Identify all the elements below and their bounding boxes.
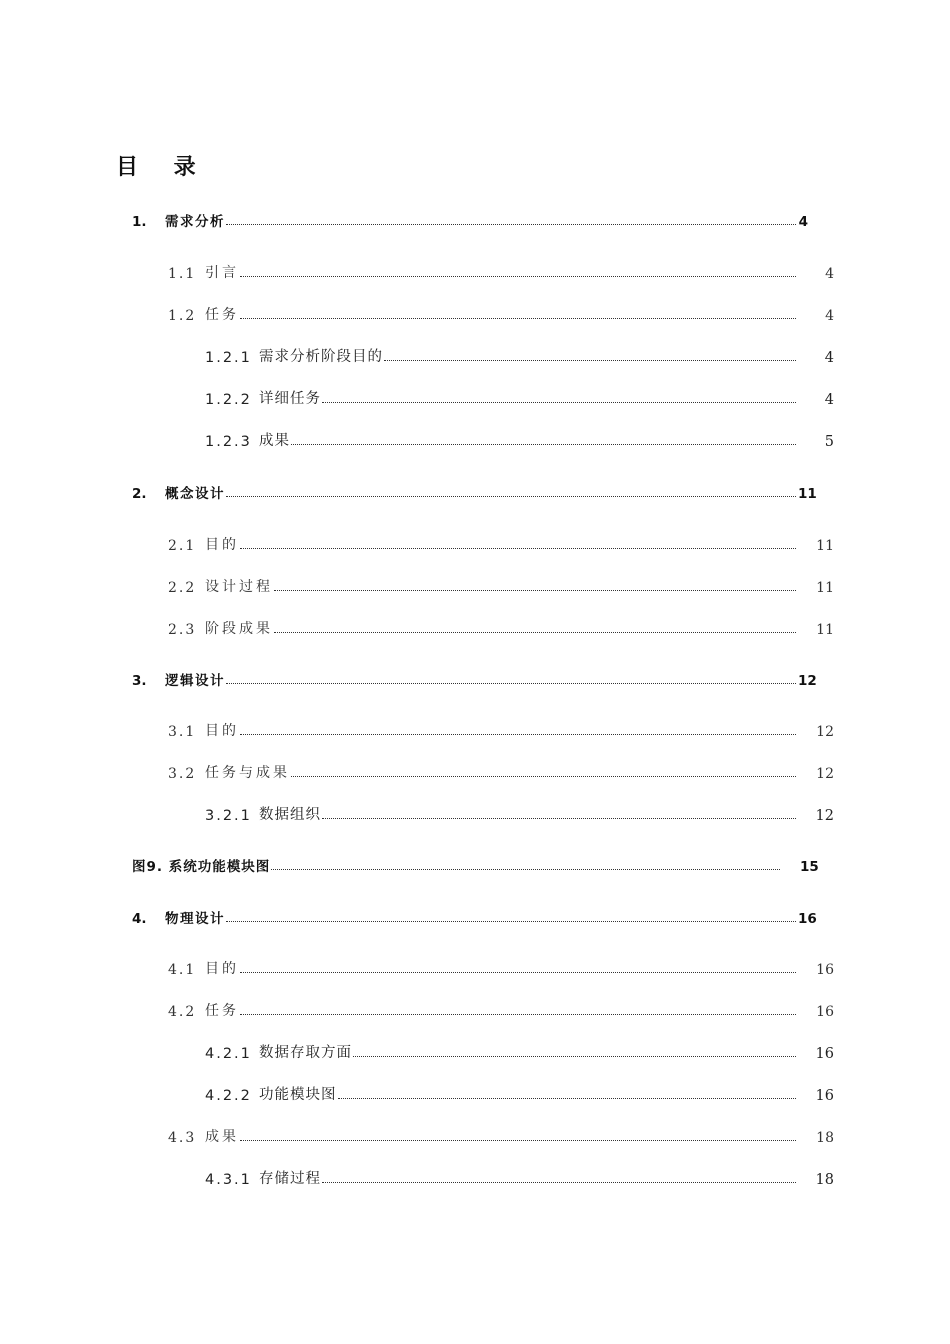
toc-entry-label: 任务与成果 bbox=[205, 765, 290, 781]
toc-entry-page: 16 bbox=[816, 962, 834, 978]
toc-entry-label: 物理设计 bbox=[165, 911, 225, 927]
toc-entry[interactable] bbox=[168, 530, 834, 554]
toc-entry-label: 数据存取方面 bbox=[259, 1045, 352, 1061]
toc-entry-page: 16 bbox=[815, 1088, 834, 1104]
toc-entry-page: 12 bbox=[816, 724, 834, 740]
toc-entry[interactable] bbox=[168, 758, 834, 782]
toc-entry-number: 1. bbox=[132, 214, 147, 230]
toc-entry[interactable] bbox=[168, 954, 834, 978]
toc-entry-page: 4 bbox=[798, 214, 808, 230]
toc-entry[interactable] bbox=[168, 716, 834, 740]
toc-entry[interactable] bbox=[205, 426, 834, 450]
toc-entry-number: 2.1 bbox=[168, 538, 197, 554]
toc-entry-number: 3.1 bbox=[168, 724, 197, 740]
toc-entry-number: 3.2.1 bbox=[205, 808, 252, 824]
page-title: 目 录 bbox=[116, 155, 210, 180]
toc-entry-page: 5 bbox=[824, 434, 834, 450]
toc-entry-label: 数据组织 bbox=[259, 807, 321, 823]
toc-entry-page: 15 bbox=[800, 859, 819, 875]
toc-dot-leader bbox=[322, 818, 796, 819]
toc-dot-leader bbox=[240, 972, 796, 973]
toc-entry[interactable] bbox=[205, 1038, 834, 1062]
toc-entry-label: 任务 bbox=[205, 307, 239, 323]
toc-entry-number: 2.2 bbox=[168, 580, 197, 596]
toc-dot-leader bbox=[353, 1056, 796, 1057]
toc-entry-label: 目的 bbox=[205, 961, 239, 977]
toc-entry-page: 4 bbox=[824, 350, 834, 366]
toc-entry-label: 成果 bbox=[259, 433, 290, 449]
toc-entry[interactable] bbox=[168, 258, 834, 282]
toc-entry-number: 4. bbox=[132, 911, 147, 927]
toc-dot-leader bbox=[226, 496, 796, 497]
toc-entry-number: 4.3.1 bbox=[205, 1172, 252, 1188]
toc-entry-label: 引言 bbox=[205, 265, 239, 281]
toc-dot-leader bbox=[338, 1098, 797, 1099]
toc-dot-leader bbox=[226, 224, 796, 225]
toc-entry-number: 2. bbox=[132, 486, 147, 502]
toc-entry-number: 1.2.1 bbox=[205, 350, 252, 366]
toc-dot-leader bbox=[240, 734, 796, 735]
toc-entry-page: 11 bbox=[816, 538, 834, 554]
toc-entry-number: 1.2 bbox=[168, 308, 197, 324]
toc-entry-label: 详细任务 bbox=[259, 391, 321, 407]
toc-entry-label: 逻辑设计 bbox=[165, 673, 225, 689]
toc-dot-leader bbox=[240, 1140, 796, 1141]
toc-dot-leader bbox=[322, 1182, 796, 1183]
toc-entry[interactable] bbox=[168, 300, 834, 324]
toc-entry-label: 目的 bbox=[205, 537, 239, 553]
toc-dot-leader bbox=[274, 590, 796, 591]
toc-entry-page: 18 bbox=[816, 1130, 834, 1146]
toc-entry-number: 2.3 bbox=[168, 622, 197, 638]
toc-dot-leader bbox=[226, 921, 796, 922]
toc-entry-number: 3. bbox=[132, 673, 147, 689]
toc-entry[interactable] bbox=[132, 665, 817, 689]
toc-entry-label: 阶段成果 bbox=[205, 621, 273, 637]
toc-dot-leader bbox=[291, 444, 796, 445]
toc-entry-page: 16 bbox=[798, 911, 817, 927]
toc-dot-leader bbox=[240, 548, 796, 549]
toc-entry-label: 图9. 系统功能模块图 bbox=[132, 859, 271, 875]
toc-entry[interactable] bbox=[168, 1122, 834, 1146]
toc-dot-leader bbox=[291, 776, 796, 777]
toc-entry-page: 4 bbox=[825, 266, 834, 282]
toc-entry-number: 4.3 bbox=[168, 1130, 197, 1146]
toc-entry-label: 成果 bbox=[205, 1129, 239, 1145]
toc-entry-page: 12 bbox=[815, 808, 834, 824]
toc-dot-leader bbox=[271, 869, 780, 870]
toc-dot-leader bbox=[240, 276, 796, 277]
toc-entry[interactable] bbox=[205, 800, 834, 824]
toc-entry-label: 概念设计 bbox=[165, 486, 225, 502]
toc-dot-leader bbox=[274, 632, 796, 633]
toc-entry-page: 11 bbox=[816, 622, 834, 638]
toc-entry-page: 12 bbox=[798, 673, 817, 689]
toc-entry-label: 需求分析阶段目的 bbox=[259, 349, 383, 365]
toc-entry[interactable] bbox=[205, 1080, 834, 1104]
toc-entry-number: 1.2.3 bbox=[205, 434, 252, 450]
toc-entry[interactable] bbox=[168, 996, 834, 1020]
toc-entry-page: 12 bbox=[816, 766, 834, 782]
toc-entry[interactable] bbox=[132, 903, 817, 927]
toc-dot-leader bbox=[226, 683, 796, 684]
toc-entry-label: 任务 bbox=[205, 1003, 239, 1019]
toc-entry[interactable] bbox=[132, 206, 808, 230]
toc-entry-number: 4.2 bbox=[168, 1004, 197, 1020]
toc-dot-leader bbox=[384, 360, 796, 361]
toc-entry-number: 1.2.2 bbox=[205, 392, 252, 408]
toc-entry-label: 功能模块图 bbox=[259, 1087, 337, 1103]
toc-entry[interactable] bbox=[205, 1164, 834, 1188]
toc-entry-label: 存储过程 bbox=[259, 1171, 321, 1187]
toc-entry[interactable] bbox=[205, 384, 834, 408]
toc-entry[interactable] bbox=[168, 572, 834, 596]
toc-entry-page: 4 bbox=[824, 392, 834, 408]
toc-entry-label: 目的 bbox=[205, 723, 239, 739]
toc-entry-page: 18 bbox=[815, 1172, 834, 1188]
toc-entry-page: 4 bbox=[825, 308, 834, 324]
toc-dot-leader bbox=[240, 318, 796, 319]
toc-entry-number: 4.2.2 bbox=[205, 1088, 252, 1104]
toc-entry-number: 4.2.1 bbox=[205, 1046, 252, 1062]
toc-entry-page: 11 bbox=[798, 486, 817, 502]
toc-entry[interactable] bbox=[132, 478, 817, 502]
toc-entry-page: 16 bbox=[816, 1004, 834, 1020]
toc-entry-number: 3.2 bbox=[168, 766, 197, 782]
toc-entry-page: 16 bbox=[815, 1046, 834, 1062]
toc-entry-page: 11 bbox=[816, 580, 834, 596]
toc-entry-label: 设计过程 bbox=[205, 579, 273, 595]
toc-entry[interactable] bbox=[168, 614, 834, 638]
toc-dot-leader bbox=[322, 402, 796, 403]
toc-entry-label: 需求分析 bbox=[165, 214, 225, 230]
toc-entry[interactable] bbox=[205, 342, 834, 366]
toc-entry-number: 1.1 bbox=[168, 266, 197, 282]
toc-entry-number: 4.1 bbox=[168, 962, 197, 978]
toc-entry[interactable] bbox=[132, 851, 819, 875]
toc-dot-leader bbox=[240, 1014, 796, 1015]
